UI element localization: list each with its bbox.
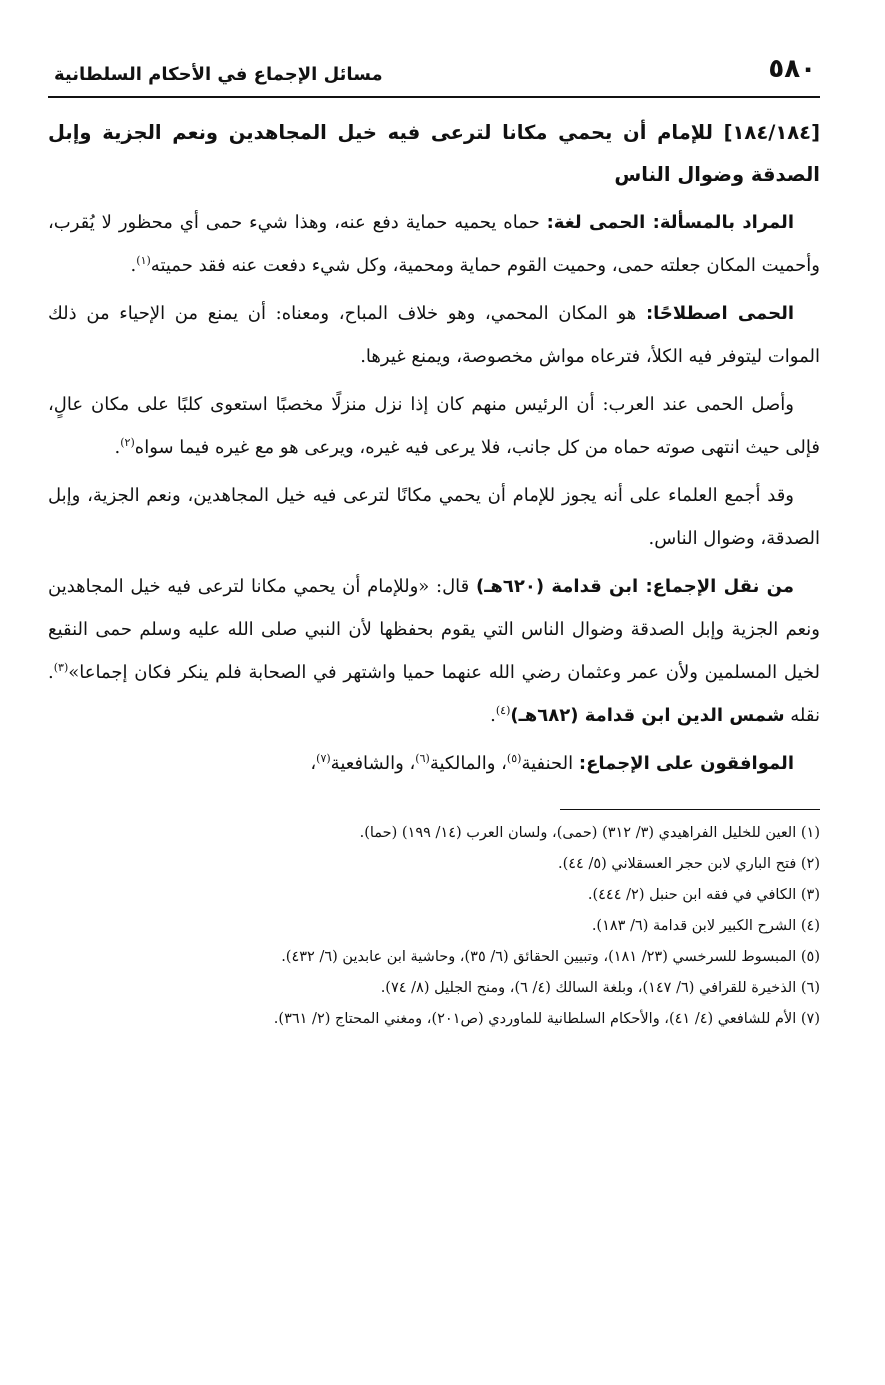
lead-term: الحمى اصطلاحًا:: [645, 303, 795, 324]
footnote: (٥) المبسوط للسرخسي (٢٣/ ١٨١)، وتبيين الحقائق (٦/ ٣٥)، وحاشية ابن عابدين (٦/ ٤٣٢).: [281, 949, 820, 965]
paragraph-text: وأصل الحمى عند العرب: أن الرئيس منهم كان إذا نزل منزلًا مخصبًا استعوى كلبًا على مكان عالٍ، فإلى حيث انتهى صوته حماه من كل جانب، فلا يرعى فيه غيره، ويرعى هو مع غيره فيما سواه: [48, 394, 820, 458]
punctuation: .: [130, 255, 137, 276]
page-number: ٥٨٠: [768, 54, 816, 84]
book-page: [48, 50, 820, 1035]
footnote-separator: [560, 809, 820, 810]
page-header: [48, 50, 820, 96]
paragraph-text: هو المكان المحمي، وهو خلاف المباح، ومعناه: أن يمنع من الإحياء من ذلك الموات ليتوفر فيه الكلأ، فترعاه مواش مخصوصة، ويمنع غيرها.: [48, 303, 820, 367]
header-rule: [48, 96, 820, 98]
paragraph-text: . نقله: [48, 662, 820, 726]
scholar-name: شمس الدين ابن قدامة (٦٨٢هـ): [510, 705, 785, 726]
punctuation: ،: [310, 753, 317, 774]
school-name: ، والمالكية: [429, 753, 507, 774]
lead-term: المراد بالمسألة: الحمى لغة:: [546, 212, 794, 233]
school-name: ، والشافعية: [330, 753, 416, 774]
school-name: الحنفية: [521, 753, 579, 774]
paragraph-origin: [48, 383, 820, 469]
footnote-ref[interactable]: (٦): [415, 752, 430, 765]
lead-term: الموافقون على الإجماع:: [578, 753, 794, 774]
issue-title: [١٨٤/١٨٤] للإمام أن يحمي مكانا لترعى فيه خيل المجاهدين ونعم الجزية وإبل الصدقة وضوال الناس: [48, 121, 820, 186]
footnote: (٢) فتح الباري لابن حجر العسقلاني (٥/ ٤٤).: [557, 856, 820, 872]
running-title: مسائل الإجماع في الأحكام السلطانية: [54, 64, 383, 85]
footnote: (١) العين للخليل الفراهيدي (٣/ ٣١٢) (حمى)، ولسان العرب (١٤/ ١٩٩) (حما).: [359, 825, 820, 841]
paragraph-definition-language: [48, 201, 820, 287]
punctuation: .: [114, 437, 121, 458]
paragraph-text: وقد أجمع العلماء على أنه يجوز للإمام أن يحمي مكانًا لترعى فيه خيل المجاهدين، ونعم الجزية، وإبل الصدقة، وضوال الناس.: [48, 485, 820, 549]
footnote-ref[interactable]: (٧): [316, 752, 331, 765]
quote-text: قال: «وللإمام أن يحمي مكانا لترعى فيه خيل المجاهدين ونعم الجزية وإبل الصدقة وضوال الناس التي يقوم بحفظها لأن النبي صلى الله عليه وسلم حمى النقيع لخيل المسلمين ولأن عمر وعثمان رضي الله عنهما حميا واشتهر في الصحابة فلم ينكر فكان إجماعا»: [48, 576, 820, 683]
footnote: (٦) الذخيرة للقرافي (٦/ ١٤٧)، وبلغة السالك (٤/ ٦)، ومنح الجليل (٨/ ٧٤).: [380, 980, 820, 996]
paragraph-text: حماه يحميه حماية دفع عنه، وهذا شيء حمى أي محظور لا يُقرب، وأحميت المكان جعلته حمى، وحميت القوم حماية ومحمية، وكل شيء دفعت عنه فقد حميته: [48, 212, 820, 276]
footnote-ref[interactable]: (١): [136, 254, 151, 267]
footnote-ref[interactable]: (٤): [495, 704, 511, 717]
footnote: (٧) الأم للشافعي (٤/ ٤١)، والأحكام السلطانية للماوردي (ص٢٠١)، ومغني المحتاج (٢/ ٣٦١).: [273, 1011, 820, 1027]
paragraph-definition-term: [48, 292, 820, 378]
punctuation: .: [490, 705, 496, 726]
footnotes: [48, 818, 820, 1035]
lead-term: من نقل الإجماع: ابن قدامة (٦٢٠هـ): [476, 576, 794, 597]
footnote-ref[interactable]: (٣): [53, 661, 69, 674]
paragraph-transmitters: [48, 565, 820, 737]
footnote-ref[interactable]: (٥): [506, 752, 522, 765]
footnote: (٤) الشرح الكبير لابن قدامة (٦/ ١٨٣).: [591, 918, 820, 934]
footnote-ref[interactable]: (٢): [120, 436, 135, 449]
footnote: (٣) الكافي في فقه ابن حنبل (٢/ ٤٤٤).: [587, 887, 820, 903]
paragraph-agreeing: [48, 742, 820, 785]
paragraph-consensus: [48, 474, 820, 560]
